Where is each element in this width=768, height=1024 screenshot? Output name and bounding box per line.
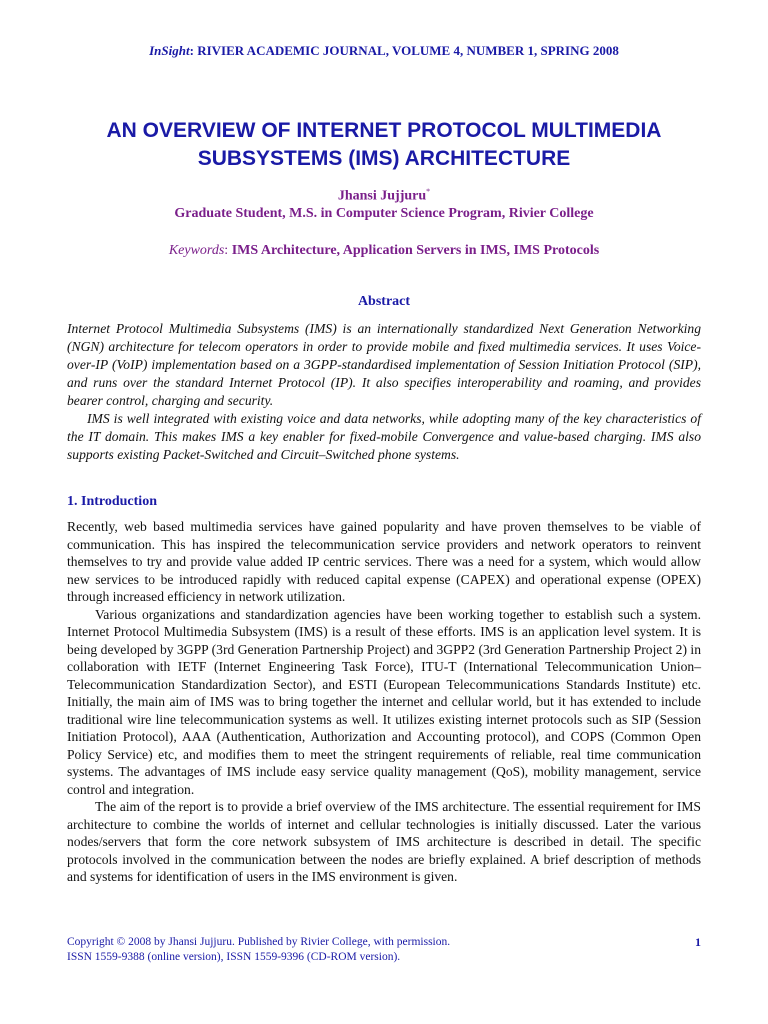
introduction-heading: 1. Introduction [67, 494, 157, 509]
author-line [67, 187, 701, 205]
copyright-notice: Copyright © 2008 by Jhansi Jujjuru. Published by Rivier College, with permission. [67, 936, 451, 948]
title-line-1: AN OVERVIEW OF INTERNET PROTOCOL MULTIMEDIA [106, 119, 662, 142]
abstract-paragraph: IMS is well integrated with existing voice and data networks, while adopting many of the key characteristics of the IT domain. This makes IMS a key enabler for fixed-mobile Convergence and value-based charging. IMS also supports existing Packet-Switched and Circuit–Switched phone systems. [67, 411, 701, 462]
keywords-colon: : [224, 243, 232, 258]
page-number: 1 [695, 935, 701, 949]
paper-title [67, 117, 701, 173]
author-footnote-mark: * [426, 187, 431, 196]
journal-name: InSight [149, 43, 190, 58]
introduction-paragraph: Various organizations and standardization agencies have been working together to establish such a system. Internet Protocol Multimedia Subsystem (IMS) is a result of these efforts. IMS is an application level system. It is being developed by 3GPP (3rd Generation Partnership Project) and 3GPP2 (3rd Generation Partnership Project 2) in collaboration with IETF (Internet Engineering Task Force), ITU-T (International Telecommunication Union–Telecommunication Standardization Sector), and ESTI (European Telecommunications Standards Institute) etc. Initially, the main aim of IMS was to bring together the internet and cellular world, but it has extended to include traditional wire line telecommunication systems as well. It utilizes existing internet protocols such as SIP (Session Initiation Protocol), AAA (Authentication, Authorization and Accounting protocol), and COPS (Common Open Policy Service) etc, and modifies them to meet the stringent requirements of reliable, real time communication systems. The advantages of IMS include easy service quality management (QoS), mobility management, service control and integration. [67, 606, 701, 797]
issn-notice: ISSN 1559-9388 (online version), ISSN 1559-9396 (CD-ROM version). [67, 951, 401, 963]
author-affiliation: Graduate Student, M.S. in Computer Science Program, Rivier College [174, 206, 594, 221]
introduction-paragraph: The aim of the report is to provide a brief overview of the IMS architecture. The essential requirement for IMS architecture to combine the worlds of internet and cellular technologies is initially discussed. Later the various nodes/servers that form the core network subsystem of IMS architecture is described in detail. The specific protocols involved in the communication between the nodes are briefly explained. A brief description of methods and systems for identification of users in the IMS environment is given. [67, 799, 701, 884]
introduction-body [67, 518, 701, 886]
author-name: Jhansi Jujjuru [337, 188, 427, 204]
abstract-paragraph: Internet Protocol Multimedia Subsystems (IMS) is an internationally standardized Next Generation Networking (NGN) architecture for telecom operators in order to provide mobile and fixed multimedia services. It uses Voice-over-IP (VoIP) implementation based on a 3GPP-standardised implementation of Session Initiation Protocol (SIP), and runs over the standard Internet Protocol (IP). It also specifies interoperability and roaming, and provides bearer control, charging and security. [67, 321, 701, 408]
abstract-heading: Abstract [357, 294, 411, 309]
keywords-label: Keywords [168, 243, 225, 258]
introduction-paragraph: Recently, web based multimedia services have gained popularity and have proven themselves to be viable of communication. This has inspired the telecommunication service providers and network operators to reinvent themselves to try and provide value added IP centric services. There was a need for a system, which would allow new services to be introduced rapidly with reduced capital expense (CAPEX) and operational expense (OPEX) through increased efficiency in network utilization. [67, 519, 701, 604]
journal-header [67, 43, 701, 59]
keywords-line [67, 243, 701, 259]
keywords-value: IMS Architecture, Application Servers in IMS, IMS Protocols [231, 243, 600, 258]
journal-issue: : RIVIER ACADEMIC JOURNAL, VOLUME 4, NUMBER 1, SPRING 2008 [189, 43, 619, 58]
title-line-2: SUBSYSTEMS (IMS) ARCHITECTURE [197, 147, 571, 170]
page-footer [67, 935, 701, 965]
abstract-body [67, 320, 701, 464]
